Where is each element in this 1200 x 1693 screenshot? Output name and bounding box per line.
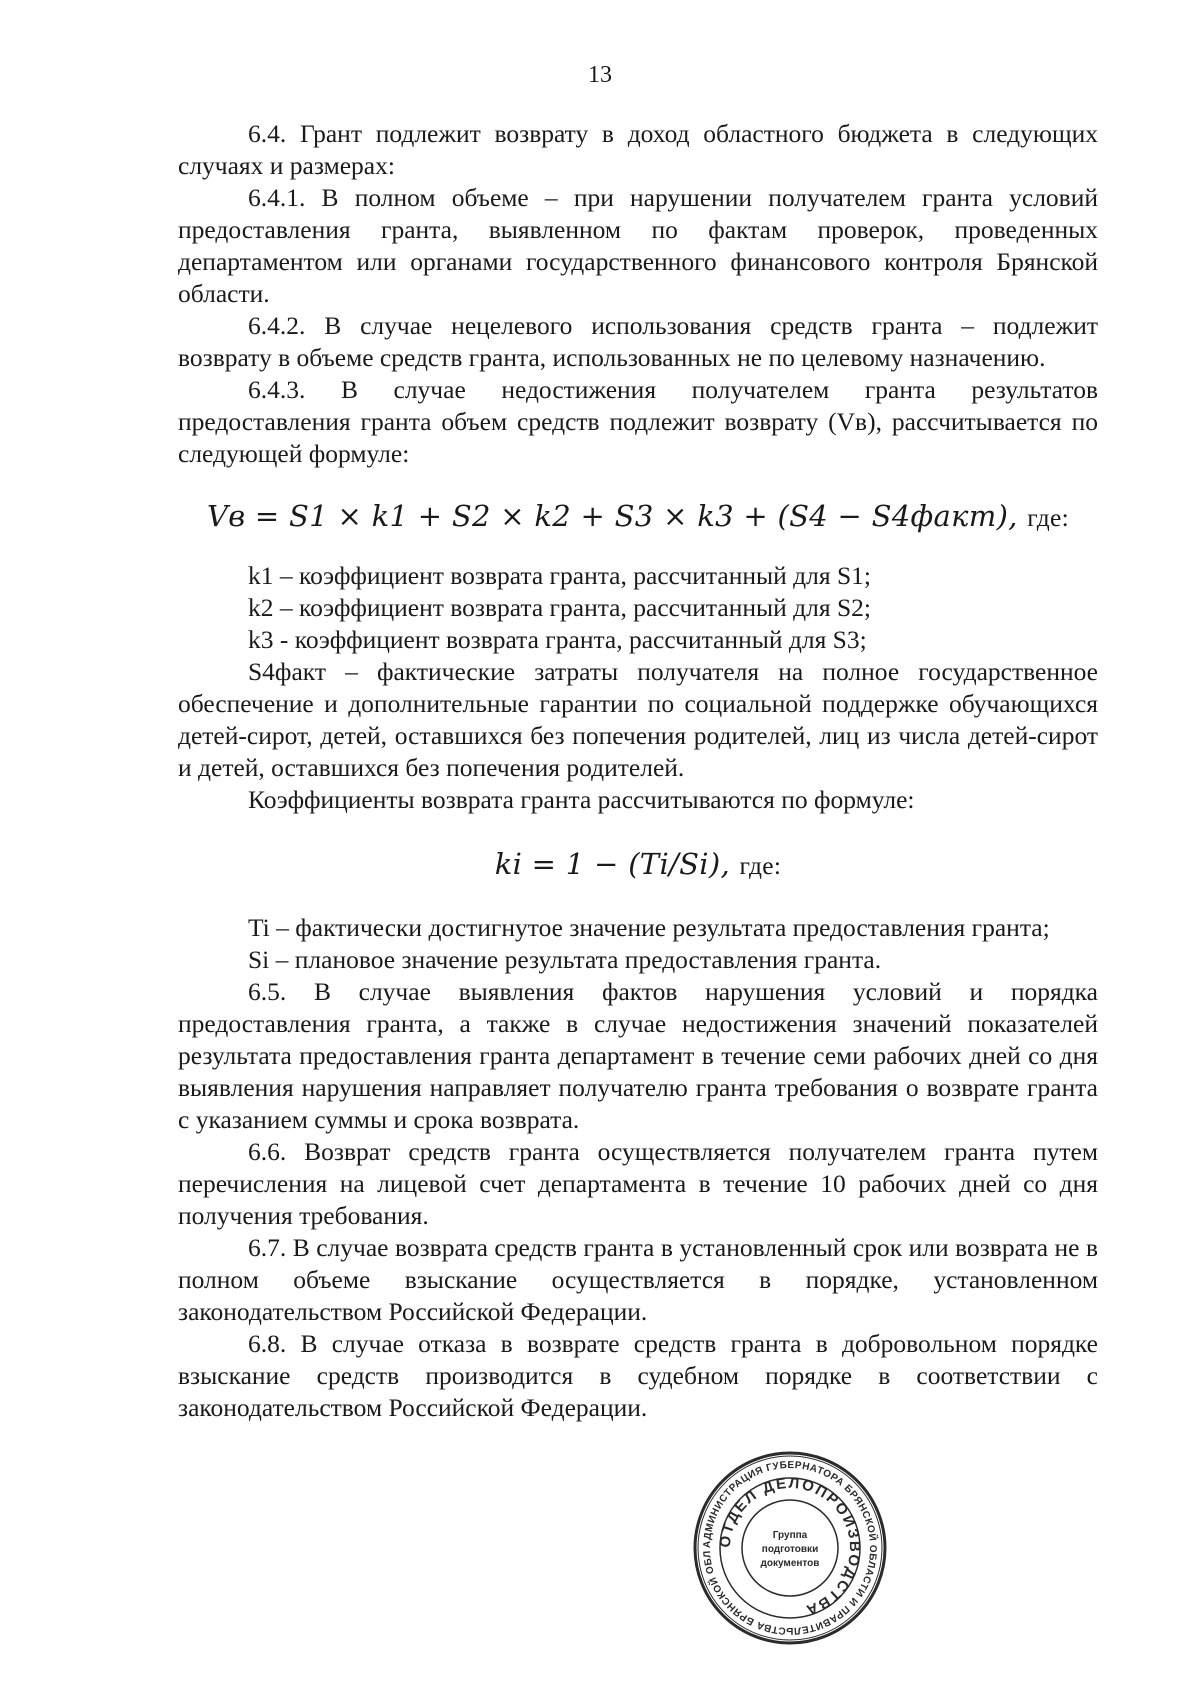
stamp-outer-text: АДМИНИСТРАЦИЯ ГУБЕРНАТОРА БРЯНСКОЙ ОБЛАСТИ И ПРАВИТЕЛЬСТВА БРЯНСКОЙ ОБЛ (701, 1459, 879, 1637)
formula-coefficient (178, 848, 1098, 882)
stamp-seal-icon (690, 1448, 890, 1648)
stamp-center-line3: документов (760, 1558, 820, 1569)
formula-coefficient-expression: ki = 1 − (Ti/Si), (494, 847, 730, 881)
paragraph-6-4-3: 6.4.3. В случае недостижения получателем гранта результатов предоставления гранта объем средств подлежит возврату (Vв), рассчитывается по следующей формуле: (178, 375, 1098, 468)
coefficient-intro: Коэффициенты возврата гранта рассчитываются по формуле: (248, 785, 915, 814)
paragraph-6-4-1: 6.4.1. В полном объеме – при нарушении получателем гранта условий предоставления гранта, выявленном по фактам проверок, проведенных департаментом или органами государственного финансового контроля Брянской области. (178, 183, 1098, 308)
document-body (178, 118, 1098, 1424)
paragraph-6-5: 6.5. В случае выявления фактов нарушения условий и порядка предоставления гранта, а также в случае недостижения значений показателей результата предоставления гранта департамент в течение семи рабочих дней со дня выявления нарушения направляет получателю гранта требования о возврате гранта с указанием суммы и срока возврата. (178, 977, 1098, 1134)
formula-return-amount-suffix: где: (1027, 503, 1070, 532)
paragraph-6-8: 6.8. В случае отказа в возврате средств гранта в добровольном порядке взыскание средств производится в судебном порядке в соответствии с законодательством Российской Федерации. (178, 1329, 1098, 1422)
stamp-center-line2: подготовки (761, 1544, 819, 1555)
paragraph-6-6: 6.6. Возврат средств гранта осуществляется получателем гранта путем перечисления на лицевой счет департамента в течение 10 рабочих дней со дня получения требования. (178, 1137, 1098, 1230)
definition-k2: k2 – коэффициент возврата гранта, рассчитанный для S2; (248, 593, 871, 622)
definition-k3: k3 - коэффициент возврата гранта, рассчитанный для S3; (248, 625, 867, 654)
definition-k1: k1 – коэффициент возврата гранта, рассчитанный для S1; (248, 561, 871, 590)
stamp-ring-text: ОТДЕЛ ДЕЛОПРОИЗВОДСТВА (716, 1474, 864, 1620)
definition-si: Si – плановое значение результата предоставления гранта. (248, 945, 882, 974)
paragraph-6-4-2: 6.4.2. В случае нецелевого использования средств гранта – подлежит возврату в объеме средств гранта, использованных не по целевому назначению. (178, 311, 1098, 372)
paragraph-6-4: 6.4. Грант подлежит возврату в доход областного бюджета в следующих случаях и размерах: (178, 119, 1098, 180)
paragraph-6-7: 6.7. В случае возврата средств гранта в установленный срок или возврата не в полном объеме взыскание осуществляется в порядке, установленном законодательством Российской Федерации. (178, 1233, 1098, 1326)
formula-return-amount (178, 500, 1098, 534)
page-number: 13 (588, 62, 612, 88)
definition-s4-fact: S4факт – фактические затраты получателя на полное государственное обеспечение и дополнительные гарантии по социальной поддержке обучающихся детей-сирот, детей, оставшихся без попечения родителей, лиц из числа детей-сирот и детей, оставшихся без попечения родителей. (178, 657, 1098, 782)
stamp-center-line1: Группа (772, 1530, 808, 1541)
office-stamp (690, 1448, 890, 1648)
definition-ti: Ti – фактически достигнутое значение результата предоставления гранта; (248, 913, 1050, 942)
formula-return-amount-expression: Vв = S1 × k1 + S2 × k2 + S3 × k3 + (S4 − S4факт), (206, 499, 1018, 533)
formula-coefficient-suffix: где: (739, 851, 782, 880)
